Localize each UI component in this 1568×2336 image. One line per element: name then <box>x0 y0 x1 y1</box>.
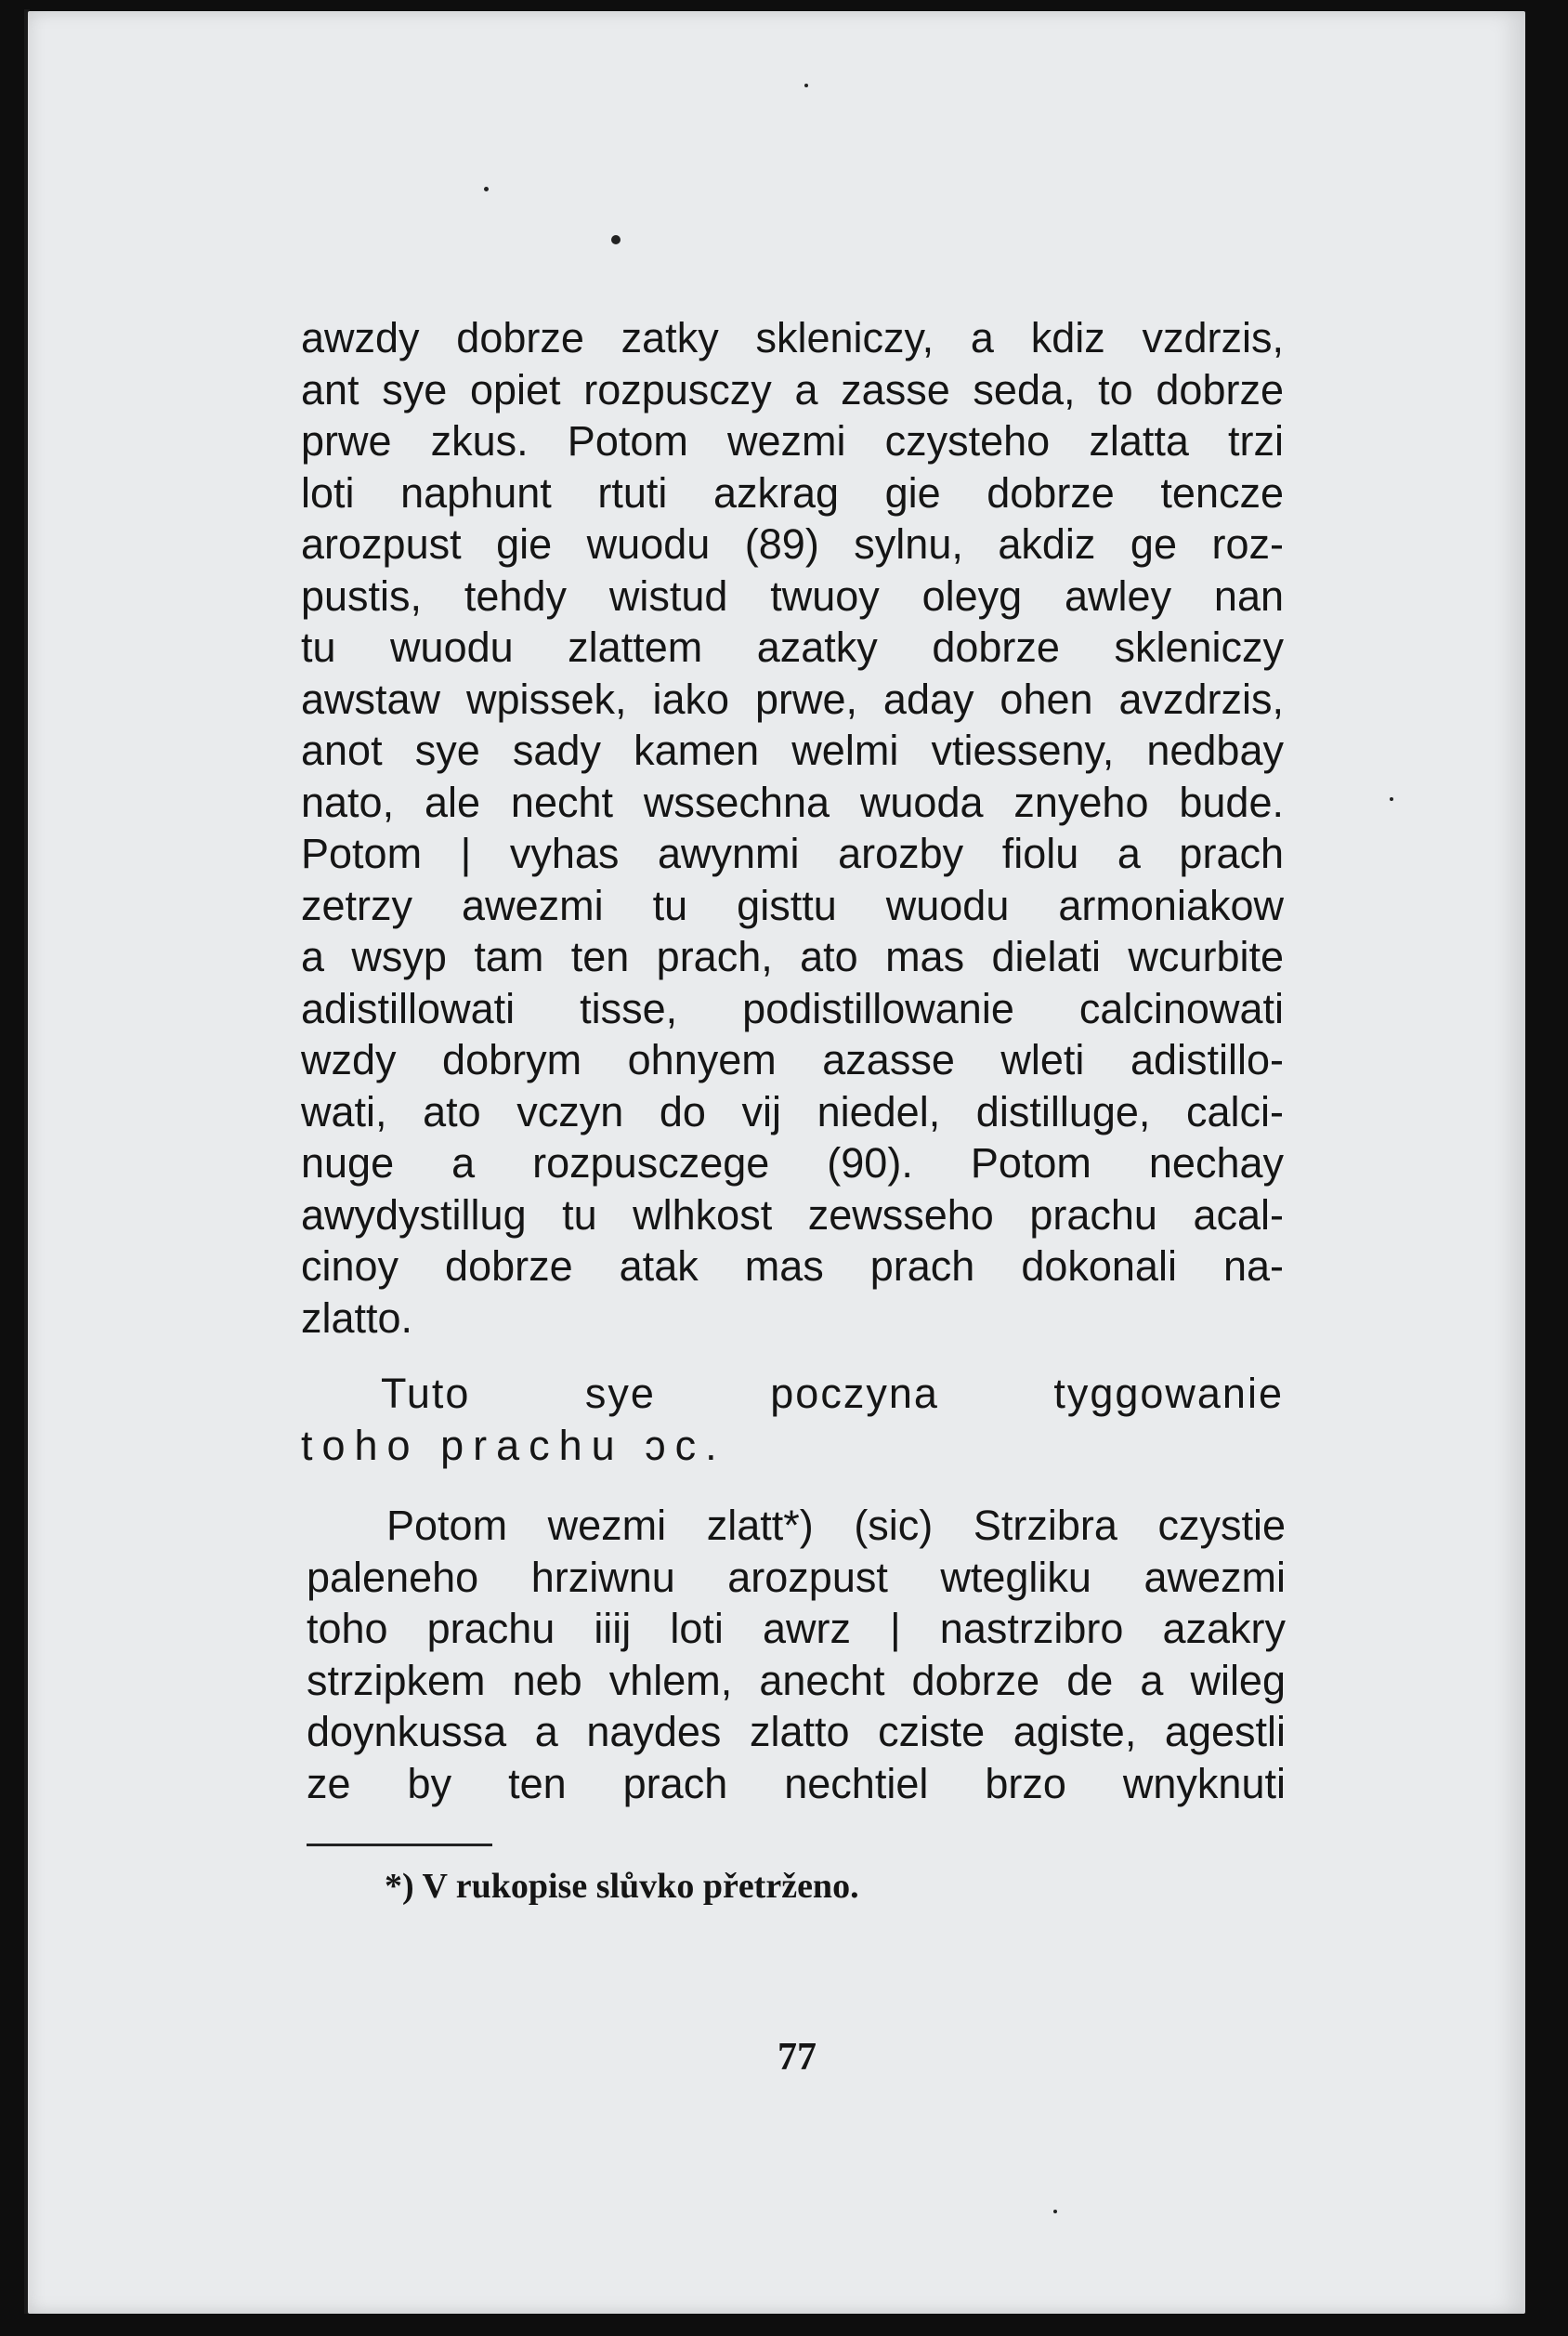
text-line: zetrzy awezmi tu gisttu wuodu armoniakow <box>301 881 1284 929</box>
text-line: paleneho hrziwnu arozpust wtegliku awezmi <box>307 1553 1286 1601</box>
footnote-rule <box>307 1844 492 1846</box>
text-line: ze by ten prach nechtiel brzo wnyknuti <box>307 1759 1286 1807</box>
speck <box>1390 797 1393 801</box>
footnote: *) V rukopise slůvko přetrženo. <box>385 1867 859 1906</box>
text-line: loti naphunt rtuti azkrag gie dobrze tencze <box>301 468 1284 517</box>
text-line: prwe zkus. Potom wezmi czysteho zlatta trzi <box>301 417 1284 465</box>
text-line: awstaw wpissek, iako prwe, aday ohen avzdrzis, <box>301 675 1284 723</box>
speck <box>1053 2210 1057 2213</box>
text-line: nato, ale necht wssechna wuoda znyeho bude. <box>301 778 1284 826</box>
text-line: anot sye sady kamen welmi vtiesseny, nedbay <box>301 727 1284 774</box>
text-line: Potom | vyhas awynmi arozby fiolu a prach <box>301 830 1284 877</box>
text-line: ant sye opiet rozpusczy a zasse seda, to dobrze <box>301 365 1284 413</box>
text-line: awydystillug tu wlhkost zewsseho prachu acal- <box>301 1190 1284 1239</box>
text-line: tu wuodu zlattem azatky dobrze skleniczy <box>301 623 1284 671</box>
text-line: awzdy dobrze zatky skleniczy, a kdiz vzdrzis, <box>301 314 1284 361</box>
text-line: adistillowati tisse, podistillowanie calcinowati <box>301 984 1284 1032</box>
text-line: arozpust gie wuodu (89) sylnu, akdiz ge roz- <box>301 520 1284 568</box>
heading-line: toho prachu ɔc. <box>301 1421 726 1469</box>
page-number: 77 <box>777 2036 817 2079</box>
text-line: cinoy dobrze atak mas prach dokonali na- <box>301 1242 1284 1290</box>
text-line: nuge a rozpusczege (90). Potom nechay <box>301 1139 1284 1187</box>
text-line: strzipkem neb vhlem, anecht dobrze de a wileg <box>307 1656 1286 1704</box>
text-line: doynkussa a naydes zlatto cziste agiste, agestli <box>307 1708 1286 1755</box>
text-line: Potom wezmi zlatt*) (sic) Strzibra czystie <box>386 1502 1286 1549</box>
speck <box>611 235 621 244</box>
heading-line: Tuto sye poczyna tyggowanie <box>381 1370 1284 1417</box>
text-line: a wsyp tam ten prach, ato mas dielati wcurbite <box>301 933 1284 980</box>
text-line: wati, ato vczyn do vij niedel, distilluge, calci- <box>301 1087 1284 1135</box>
text-line: toho prachu iiij loti awrz | nastrzibro azakry <box>307 1605 1286 1652</box>
text-line: pustis, tehdy wistud twuoy oleyg awley nan <box>301 571 1284 620</box>
speck <box>484 187 489 191</box>
text-line: zlatto. <box>301 1293 413 1342</box>
main-paragraph <box>301 312 1284 1344</box>
section-heading <box>301 1368 1284 1471</box>
second-paragraph <box>307 1500 1286 1809</box>
text-line: wzdy dobrym ohnyem azasse wleti adistillo- <box>301 1036 1284 1083</box>
speck <box>804 84 808 87</box>
